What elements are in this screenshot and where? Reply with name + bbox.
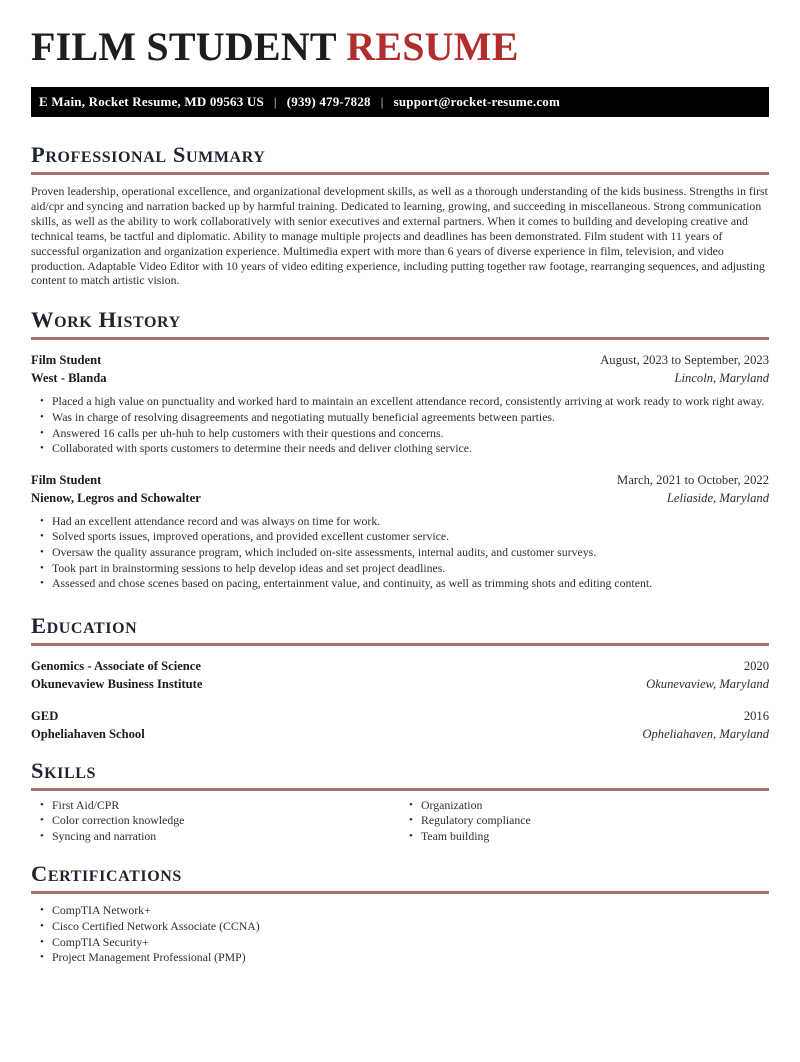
- certifications-heading: Certifications: [31, 862, 769, 894]
- education-degree: Genomics - Associate of Science: [31, 658, 201, 673]
- certification-item: • CompTIA Security+: [52, 935, 769, 951]
- job-bullet: • Was in charge of resolving disagreements and negotiating mutually beneficial agreements between parties.: [52, 410, 769, 426]
- title-accent: RESUME: [346, 24, 519, 69]
- job-bullet: • Had an excellent attendance record and was always on time for work.: [52, 514, 769, 530]
- section-skills: [31, 759, 769, 845]
- education-heading: Education: [31, 614, 769, 646]
- contact-separator: |: [273, 94, 277, 109]
- job-title: Film Student: [31, 353, 102, 368]
- section-education: [31, 614, 769, 743]
- contact-separator: |: [380, 94, 384, 109]
- certification-item: • Cisco Certified Network Associate (CCNA): [52, 919, 769, 935]
- contact-address: E Main, Rocket Resume, MD 09563 US: [39, 94, 264, 109]
- professional-summary-heading: Professional Summary: [31, 143, 769, 175]
- education-location: Opheliahaven, Maryland: [642, 726, 769, 741]
- skill-item: • Team building: [421, 829, 769, 845]
- skills-heading: Skills: [31, 759, 769, 791]
- education-school-row: [31, 725, 769, 743]
- job-location: Leliaside, Maryland: [666, 490, 769, 505]
- contact-bar: [31, 87, 769, 117]
- job-bullet: • Took part in brainstorming sessions to help develop ideas and set project deadlines.: [52, 561, 769, 577]
- job-bullet: • Answered 16 calls per uh-huh to help customers with their questions and concerns.: [52, 426, 769, 442]
- job-company-row: [31, 369, 769, 387]
- skills-column-left: [31, 798, 400, 845]
- section-professional-summary: [31, 143, 769, 288]
- education-entry: [31, 707, 769, 743]
- job-dates: August, 2023 to September, 2023: [600, 353, 769, 368]
- job-title-row: [31, 471, 769, 489]
- education-school: Opheliahaven School: [31, 726, 145, 741]
- section-certifications: [31, 862, 769, 965]
- title-main: FILM STUDENT: [31, 24, 337, 69]
- job-entry: [31, 471, 769, 592]
- job-bullet: • Solved sports issues, improved operations, and provided excellent customer service.: [52, 529, 769, 545]
- education-degree-row: [31, 657, 769, 675]
- job-bullet-list: [31, 394, 769, 456]
- education-school: Okunevaview Business Institute: [31, 676, 203, 691]
- contact-phone: (939) 479-7828: [286, 94, 371, 109]
- job-bullet: • Assessed and chose scenes based on pacing, entertainment value, and continuity, as well as trimming shots and editing content.: [52, 576, 769, 592]
- education-year: 2016: [743, 708, 769, 723]
- job-bullet: • Oversaw the quality assurance program, which included on-site assessments, internal audits, and customer surveys.: [52, 545, 769, 561]
- education-entry: [31, 657, 769, 693]
- education-school-row: [31, 675, 769, 693]
- job-company: Nienow, Legros and Schowalter: [31, 490, 201, 505]
- certification-item: • CompTIA Network+: [52, 903, 769, 919]
- job-company: West - Blanda: [31, 371, 107, 386]
- skill-item: • Color correction knowledge: [52, 813, 400, 829]
- certifications-list: [31, 903, 769, 965]
- skill-item: • First Aid/CPR: [52, 798, 400, 814]
- page-title: [31, 24, 769, 69]
- job-title-row: [31, 351, 769, 369]
- job-bullet: • Collaborated with sports customers to determine their needs and deliver clothing service.: [52, 441, 769, 457]
- skills-columns: [31, 798, 769, 845]
- skill-item: • Organization: [421, 798, 769, 814]
- certification-item: • Project Management Professional (PMP): [52, 950, 769, 966]
- contact-email: support@rocket-resume.com: [393, 94, 561, 109]
- job-title: Film Student: [31, 472, 102, 487]
- education-degree: GED: [31, 708, 59, 723]
- section-work-history: [31, 308, 769, 591]
- education-degree-row: [31, 707, 769, 725]
- job-company-row: [31, 489, 769, 507]
- job-bullet-list: [31, 514, 769, 592]
- education-location: Okunevaview, Maryland: [646, 676, 769, 691]
- job-location: Lincoln, Maryland: [674, 371, 769, 386]
- job-dates: March, 2021 to October, 2022: [617, 472, 769, 487]
- skills-column-right: [400, 798, 769, 845]
- skill-item: • Syncing and narration: [52, 829, 400, 845]
- job-bullet: • Placed a high value on punctuality and worked hard to maintain an excellent attendance record, consistently arriving at work ready to work right away.: [52, 394, 769, 410]
- professional-summary-text: Proven leadership, operational excellence, and organizational development skills, as well as a thorough understanding of the kids business. Strengths in first aid/cpr and syncing and narration backed up by harmful training. Dedicated to learning, growing, and succeeding in miscellaneous. Strong communication skills, as well as the ability to work collaboratively with senior executives and external partners. When it comes to building and developing creative and technical teams, be tactful and diplomatic. Ability to manage multiple projects and deadlines has been demonstrated. Film student with 11 years of successful organization and organization experience. Multimedia expert with more than 6 years of diverse experience in film, television, and video production. Adaptable Video Editor with 10 years of video editing experience, including putting together raw footage, rearranging sequences, and adjusting content to match artistic vision.: [31, 184, 768, 288]
- work-history-heading: Work History: [31, 308, 769, 340]
- resume-page: [0, 24, 800, 966]
- skill-item: • Regulatory compliance: [421, 813, 769, 829]
- job-entry: [31, 351, 769, 456]
- education-year: 2020: [743, 658, 769, 673]
